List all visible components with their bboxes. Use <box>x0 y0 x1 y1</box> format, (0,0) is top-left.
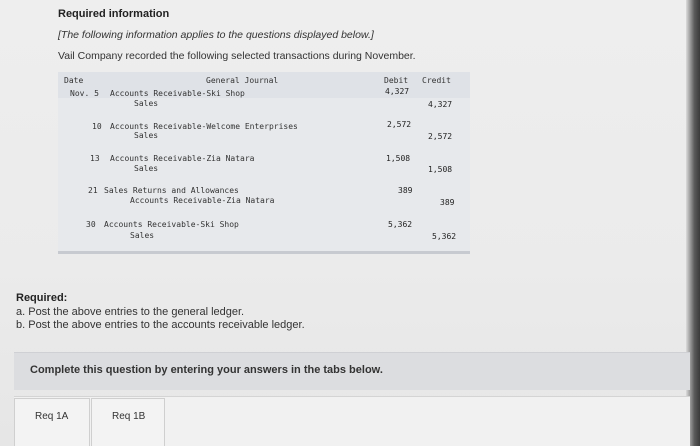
requirement-b: b. Post the above entries to the accounts receivable ledger. <box>16 319 305 331</box>
entry-date: 30 <box>86 220 96 229</box>
entry-debit-account: Accounts Receivable-Ski Shop <box>110 89 245 98</box>
tab-req-1a[interactable] <box>14 398 90 446</box>
entry-debit-account: Accounts Receivable-Ski Shop <box>104 220 239 229</box>
entry-credit-amount: 4,327 <box>428 100 453 109</box>
entry-credit-amount: 1,508 <box>428 165 453 174</box>
entry-credit-account: Sales <box>130 231 155 240</box>
entry-credit-amount: 5,362 <box>432 232 457 241</box>
entry-debit-account: Accounts Receivable-Welcome Enterprises <box>110 122 298 131</box>
general-journal-table <box>58 72 470 254</box>
col-credit-header: Credit <box>422 76 451 85</box>
instructions-text: Complete this question by entering your answers in the tabs below. <box>30 364 383 376</box>
entry-date: Nov. 5 <box>70 89 99 98</box>
entry-date: 21 <box>88 186 98 195</box>
entry-debit-amount: 5,362 <box>388 220 413 229</box>
required-information-heading: Required information <box>58 8 170 20</box>
col-date-header: Date <box>64 76 84 85</box>
entry-credit-amount: 2,572 <box>428 132 453 141</box>
journal-title: General Journal <box>206 76 279 85</box>
entry-date: 13 <box>90 154 100 163</box>
entry-debit-amount: 389 <box>398 186 413 195</box>
entry-credit-account: Sales <box>134 99 159 108</box>
entry-credit-account: Accounts Receivable-Zia Natara <box>130 196 275 205</box>
col-debit-header: Debit <box>384 76 409 85</box>
entry-debit-amount: 1,508 <box>386 154 411 163</box>
tab-label: Req 1B <box>112 411 146 422</box>
instructions-banner <box>14 352 690 390</box>
entry-debit-amount: 2,572 <box>387 120 412 129</box>
entry-credit-amount: 389 <box>440 198 455 207</box>
entry-credit-account: Sales <box>134 131 159 140</box>
intro-text: Vail Company recorded the following selected transactions during November. <box>58 50 416 62</box>
requirement-a: a. Post the above entries to the general ledger. <box>16 306 245 318</box>
entry-debit-account: Accounts Receivable-Zia Natara <box>110 154 255 163</box>
tab-req-1b[interactable] <box>91 398 165 446</box>
entry-credit-account: Sales <box>134 164 159 173</box>
entry-debit-account: Sales Returns and Allowances <box>104 186 239 195</box>
intro-note: [The following information applies to the questions displayed below.] <box>58 29 374 41</box>
entry-date: 10 <box>92 122 102 131</box>
required-label: Required: <box>16 292 68 304</box>
tab-label: Req 1A <box>35 411 69 422</box>
entry-debit-amount: 4,327 <box>385 87 410 96</box>
